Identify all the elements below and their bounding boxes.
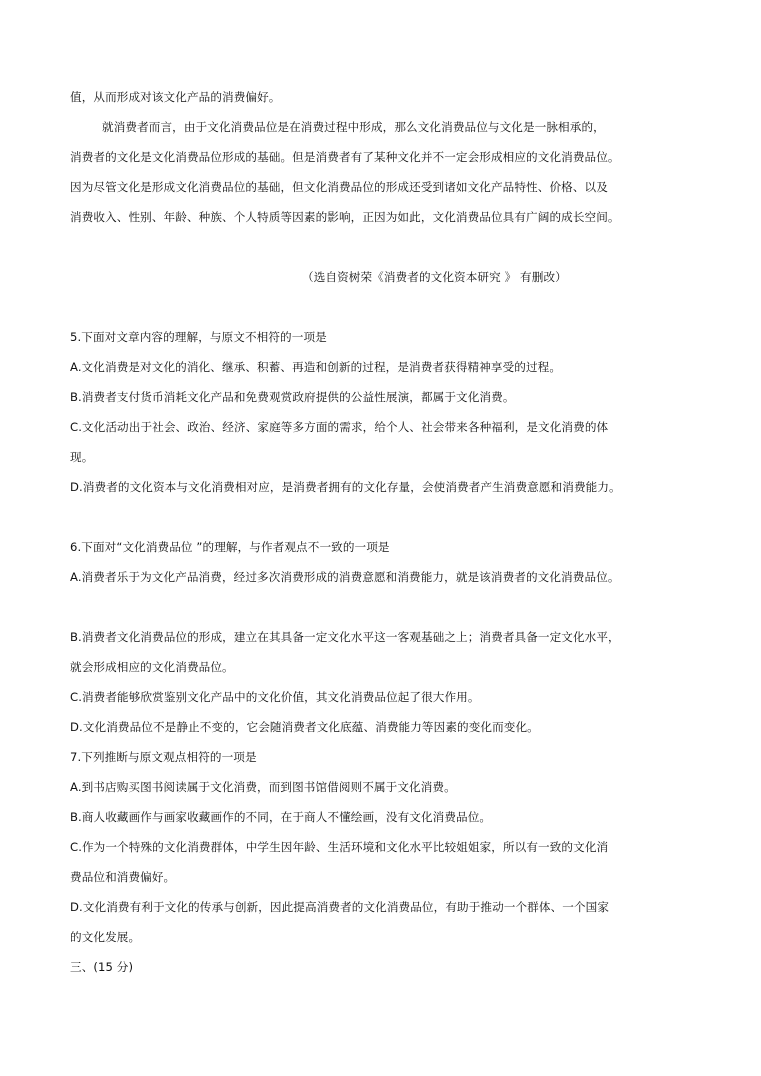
source-citation: （选自资树荣《消费者的文化资本研究 》 有删改） xyxy=(302,270,567,284)
question-7-option-a: A.到书店购买图书阅读属于文化消费，而到图书馆借阅则不属于文化消费。 xyxy=(70,780,456,794)
question-6-stem: 6.下面对“文化消费品位 ”的理解，与作者观点不一致的一项是 xyxy=(70,540,390,554)
passage-line: 因为尽管文化是形成文化消费品位的基础，但文化消费品位的形成还受到诸如文化产品特性、价格、以及 xyxy=(70,180,608,194)
question-6-option-c: C.消费者能够欣赏鉴别文化产品中的文化价值，其文化消费品位起了很大作用。 xyxy=(70,690,480,704)
section-3-heading: 三、(15 分) xyxy=(70,960,134,974)
question-7-option-c-cont: 费品位和消费偏好。 xyxy=(70,870,176,884)
passage-line: 就消费者而言，由于文化消费品位是在消费过程中形成，那么文化消费品位与文化是一脉相承的， xyxy=(102,120,605,134)
passage-line: 值，从而形成对该文化产品的消费偏好。 xyxy=(70,90,281,104)
question-5-option-c-cont: 现。 xyxy=(70,450,94,464)
question-7-stem: 7.下列推断与原文观点相符的一项是 xyxy=(70,750,257,764)
question-6-option-d: D.文化消费品位不是静止不变的，它会随消费者文化底蕴、消费能力等因素的变化而变化。 xyxy=(70,720,539,734)
question-6-option-b-cont: 就会形成相应的文化消费品位。 xyxy=(70,660,234,674)
passage-line: 消费收入、性别、年龄、种族、个人特质等因素的影响，正因为如此，文化消费品位具有广阔的成长空间。 xyxy=(70,210,620,224)
question-7-option-d: D.文化消费有利于文化的传承与创新，因此提高消费者的文化消费品位，有助于推动一个群体、一个国家 xyxy=(70,900,610,914)
passage-line: 消费者的文化是文化消费品位形成的基础。但是消费者有了某种文化并不一定会形成相应的文化消费品位。 xyxy=(70,150,620,164)
question-6-option-b: B.消费者文化消费品位的形成，建立在其具备一定文化水平这一客观基础之上；消费者具备一定文化水平， xyxy=(70,630,620,644)
question-5-option-a: A.文化消费是对文化的消化、继承、积蓄、再造和创新的过程，是消费者获得精神享受的过程。 xyxy=(70,360,562,374)
question-5-option-d: D.消费者的文化资本与文化消费相对应，是消费者拥有的文化存量，会使消费者产生消费意愿和消费能力。 xyxy=(70,480,621,494)
question-7-option-b: B.商人收藏画作与画家收藏画作的不同，在于商人不懂绘画，没有文化消费品位。 xyxy=(70,810,492,824)
question-5-option-c: C.文化活动出于社会、政治、经济、家庭等多方面的需求，给个人、社会带来各种福利，是文化消费的体 xyxy=(70,420,609,434)
question-5-stem: 5.下面对文章内容的理解，与原文不相符的一项是 xyxy=(70,330,327,344)
question-5-option-b: B.消费者支付货币消耗文化产品和免费观赏政府提供的公益性展演，都属于文化消费。 xyxy=(70,390,515,404)
question-7-option-d-cont: 的文化发展。 xyxy=(70,930,141,944)
question-7-option-c: C.作为一个特殊的文化消费群体，中学生因年龄、生活环境和文化水平比较姐姐家，所以有一致的文化消 xyxy=(70,840,609,854)
question-6-option-a: A.消费者乐于为文化产品消费，经过多次消费形成的消费意愿和消费能力，就是该消费者的文化消费品位。 xyxy=(70,570,620,584)
